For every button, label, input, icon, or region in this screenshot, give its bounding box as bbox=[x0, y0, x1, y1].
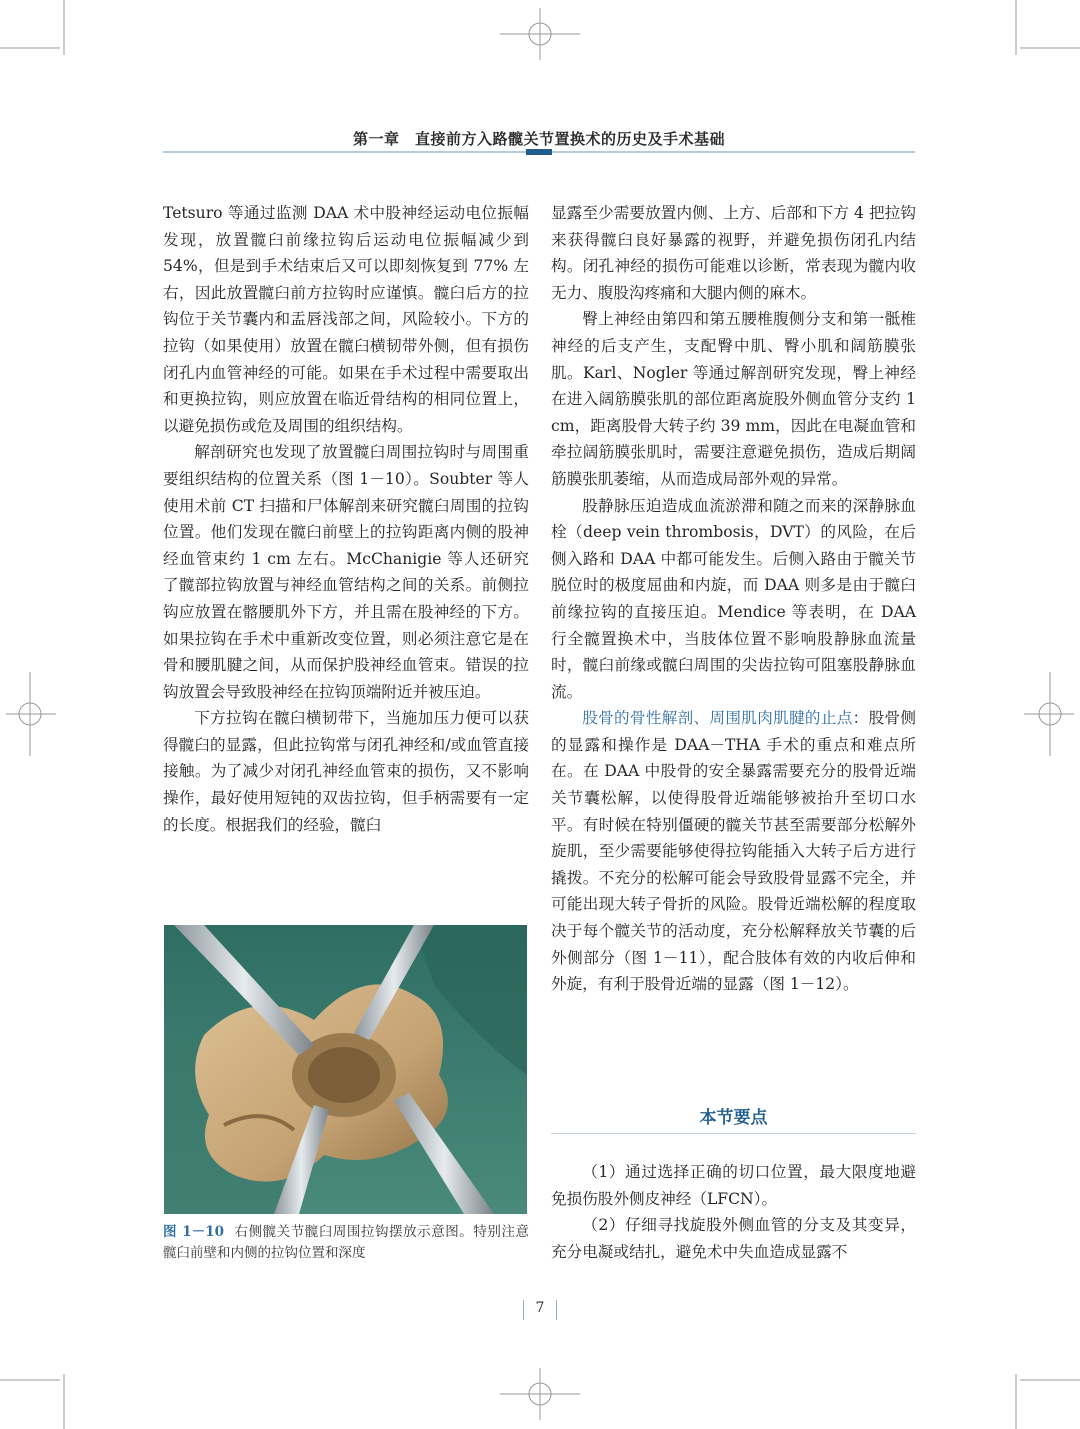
page-number-bar bbox=[556, 1300, 557, 1320]
paragraph: 臀上神经由第四和第五腰椎腹侧分支和第一骶椎神经的后支产生，支配臀中肌、臀小肌和阔筋膜张肌。Karl、Nogler 等通过解剖研究发现，臀上神经在进入阔筋膜张肌的部位距离旋股外侧血管分支约 1 cm，距离股骨大转子约 39 mm，因此在电凝血管和牵拉阔筋膜张肌时，需要注意避免损伤，造成后期阔筋膜张肌萎缩，从而造成局部外观的异常。 bbox=[551, 310, 916, 488]
list-item: （1）通过选择正确的切口位置，最大限度地避免损伤股外侧皮神经（LFCN）。 bbox=[551, 1163, 916, 1208]
right-column bbox=[551, 200, 916, 998]
hip-bone-illustration bbox=[164, 925, 527, 1214]
paragraph: 下方拉钩在髋臼横韧带下，当施加压力便可以获得髋臼的显露，但此拉钩常与闭孔神经和/或血管直接接触。为了减少对闭孔神经血管束的损伤，又不影响操作，最好使用短钝的双齿拉钩，但手柄需要有一定的长度。根据我们的经验，髋臼 bbox=[163, 709, 529, 834]
section-points bbox=[551, 1159, 916, 1265]
paragraph bbox=[551, 705, 916, 998]
figure-label: 图 1－10 bbox=[163, 1224, 224, 1240]
paragraph: 显露至少需要放置内侧、上方、后部和下方 4 把拉钩来获得髋臼良好暴露的视野，并避免损伤闭孔内结构。闭孔神经的损伤可能难以诊断，常表现为髋内收无力、腹股沟疼痛和大腿内侧的麻木。 bbox=[551, 204, 916, 302]
paragraph-lead: 股骨的骨性解剖、周围肌肉肌腱的止点 bbox=[582, 709, 853, 728]
list-item: （2）仔细寻找旋股外侧血管的分支及其变异，充分电凝或结扎，避免术中失血造成显露不 bbox=[551, 1216, 916, 1261]
figure-caption bbox=[163, 1222, 529, 1264]
header-accent-bar bbox=[526, 149, 552, 155]
page-number: 7 bbox=[535, 1300, 545, 1316]
running-header: 第一章 直接前方入路髋关节置换术的历史及手术基础 bbox=[352, 130, 725, 148]
paragraph: 解剖研究也发现了放置髋臼周围拉钩时与周围重要组织结构的位置关系（图 1－10）。Soubter 等人使用术前 CT 扫描和尸体解剖来研究髋臼周围的拉钩位置。他们发现在髋臼前壁上的拉钩距离内侧的股神经血管束约 1 cm 左右。McChanigie 等人还研究了髋部拉钩放置与神经血管结构之间的关系。前侧拉钩应放置在髂腰肌外下方，并且需在股神经的下方。如果拉钩在手术中重新改变位置，则必须注意它是在骨和腰肌腱之间，从而保护股神经血管束。错误的拉钩放置会导致股神经在拉钩顶端附近并被压迫。 bbox=[163, 443, 529, 701]
figure-caption-text: 右侧髋关节髋臼周围拉钩摆放示意图。特别注意髋臼前壁和内侧的拉钩位置和深度 bbox=[163, 1224, 529, 1261]
paragraph-body: ：股骨侧的显露和操作是 DAA－THA 手术的重点和难点所在。在 DAA 中股骨的安全暴露需要充分的股骨近端关节囊松解，以使得股骨近端能够被抬升至切口水平。有时候在特别僵硬的髋关节甚至需要部分松解外旋肌，至少需要能够使得拉钩能插入大转子后方进行撬拨。不充分的松解可能会导致股骨显露不完全，并可能出现大转子骨折的风险。股骨近端松解的程度取决于每个髋关节的活动度，充分松解释放关节囊的后外侧部分（图 1－11），配合肢体有效的内收后伸和外旋，有利于股骨近端的显露（图 1－12）。 bbox=[551, 709, 916, 994]
paragraph: 股静脉压迫造成血流淤滞和随之而来的深静脉血栓（deep vein thrombosis，DVT）的风险，在后侧入路和 DAA 中都可能发生。后侧入路由于髋关节脱位时的极度屈曲和内旋，而 DAA 则多是由于髋臼前缘拉钩的直接压迫。Mendice 等表明，在 DAA 行全髋置换术中，当肢体位置不影响股静脉血流量时，髋臼前缘或髋臼周围的尖齿拉钩可阻塞股静脉血流。 bbox=[551, 496, 916, 701]
figure-hip-retractors bbox=[164, 925, 527, 1214]
paragraph: Tetsuro 等通过监测 DAA 术中股神经运动电位振幅发现，放置髋臼前缘拉钩后运动电位振幅减少到 54%，但是到手术结束后又可以即刻恢复到 77% 左右，因此放置髋臼前方拉钩时应谨慎。髋臼后方的拉钩位于关节囊内和盂唇浅部之间，风险较小。下方的拉钩（如果使用）放置在髋臼横韧带外侧，但有损伤闭孔内血管神经的可能。如果在手术过程中需要取出和更换拉钩，则应放置在临近骨结构的相同位置上，以避免损伤或危及周围的组织结构。 bbox=[163, 204, 529, 435]
section-title: 本节要点 bbox=[699, 1108, 768, 1128]
section-rule bbox=[551, 1133, 916, 1134]
section-heading bbox=[551, 1103, 916, 1137]
left-column bbox=[163, 200, 529, 838]
